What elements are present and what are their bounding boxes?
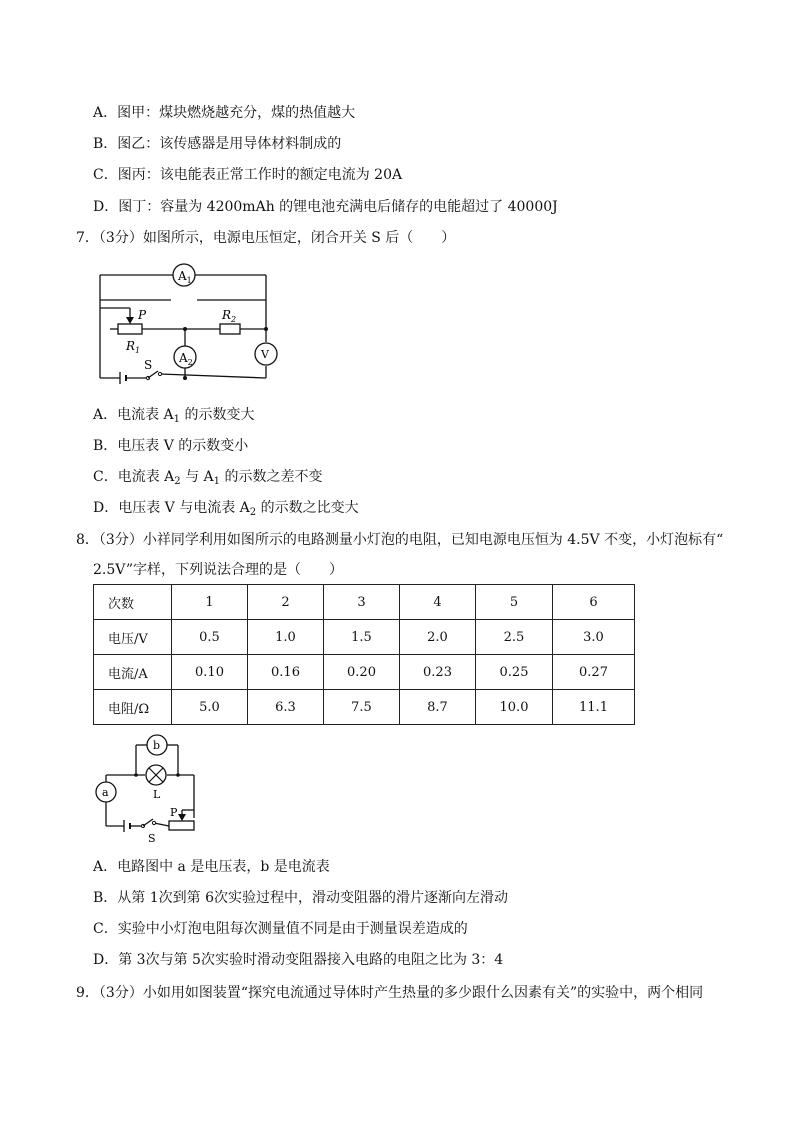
q8-option-c: C．实验中小灯泡电阻每次测量值不同是由于测量误差造成的 [93, 921, 468, 937]
table-row [94, 585, 635, 620]
svg-text:S: S [144, 358, 153, 372]
table-cell: 5 [476, 585, 553, 620]
q6-option-d: D．图丁：容量为 4200mAh 的锂电池充满电后储存的电能超过了 40000J [93, 199, 558, 215]
table-cell: 2.5 [476, 620, 553, 655]
q6-option-c: C．图丙：该电能表正常工作时的额定电流为 20A [93, 167, 403, 183]
svg-text:A1: $A_1$ [178, 269, 192, 285]
table-cell: 11.1 [553, 690, 635, 725]
q7-option-a: A．电流表 $A_1$ 的示数变大 [93, 407, 255, 425]
q7-slider-p-arrow [126, 317, 134, 324]
q7-ammeter-a2 [174, 346, 196, 368]
svg-text:a: a [102, 786, 109, 799]
table-cell: 6.3 [248, 690, 324, 725]
table-cell: 0.25 [476, 655, 553, 690]
table-cell: 1 [172, 585, 248, 620]
table-row [94, 690, 635, 725]
svg-text:V: V [261, 348, 269, 361]
table-cell: 0.10 [172, 655, 248, 690]
table-cell: 1.5 [324, 620, 400, 655]
q7-rheostat-r1 [118, 324, 142, 334]
q7-voltmeter-v [255, 343, 277, 365]
table-cell: 2 [248, 585, 324, 620]
q8-option-a: A．电路图中 a 是电压表，b 是电流表 [93, 859, 330, 875]
q8-switch-s [141, 819, 155, 845]
svg-text:S: S [148, 832, 156, 845]
q7-stem: 7．（3分）如图所示，电源电压恒定，闭合开关 S 后（ ） [76, 230, 456, 246]
q8-stem-line1: 8．（3分）小祥同学利用如图所示的电路测量小灯泡的电阻，已知电源电压恒为 4.5V 不变，小灯泡标有“ [76, 532, 724, 548]
q7-label-r2: $R_2$ [222, 308, 237, 324]
table-cell: 次数 [94, 585, 172, 620]
q7-option-c: C．电流表 $A_2$ 与 $A_1$ 的示数之差不变 [93, 469, 323, 487]
table-cell: 0.27 [553, 655, 635, 690]
table-cell: 0.5 [172, 620, 248, 655]
q6-option-b: B．图乙：该传感器是用导体材料制成的 [93, 136, 342, 152]
q7-battery [120, 372, 126, 384]
table-row [94, 655, 635, 690]
table-cell: 3.0 [553, 620, 635, 655]
table-cell: 5.0 [172, 690, 248, 725]
table-cell: 2.0 [400, 620, 476, 655]
table-cell: 1.0 [248, 620, 324, 655]
table-cell: 0.20 [324, 655, 400, 690]
table-cell: 7.5 [324, 690, 400, 725]
q8-battery [124, 820, 130, 832]
q8-circuit-diagram [90, 730, 230, 845]
q7-switch-s [144, 358, 162, 380]
q8-option-d: D．第 3次与第 5次实验时滑动变阻器接入电路的电阻之比为 3：4 [93, 952, 504, 968]
table-cell: 0.23 [400, 655, 476, 690]
table-cell: 电压/V [94, 620, 172, 655]
q7-ammeter-a1 [100, 264, 266, 300]
svg-text:L: L [153, 788, 161, 801]
q7-label-r1: $R_1$ [126, 339, 141, 355]
q8-rheostat [169, 806, 194, 830]
q8-option-b: B．从第 1次到第 6次实验过程中，滑动变阻器的滑片逐渐向左滑动 [93, 890, 509, 906]
q8-meter-a [96, 782, 116, 802]
svg-text:A2: $A_2$ [179, 351, 193, 367]
q8-lamp-l [146, 765, 166, 801]
table-cell: 6 [553, 585, 635, 620]
table-cell: 3 [324, 585, 400, 620]
q9-stem: 9．（3分）小如用如图装置“探究电流通过导体时产生热量的多少跟什么因素有关”的实验中，两个相同 [76, 985, 704, 1001]
table-cell: 电流/A [94, 655, 172, 690]
table-row [94, 620, 635, 655]
table-cell: 10.0 [476, 690, 553, 725]
q7-label-p: P [138, 308, 147, 322]
q7-circuit-diagram [90, 258, 290, 388]
q8-meter-b [147, 735, 167, 755]
svg-text:b: b [153, 739, 161, 752]
svg-text:P: P [170, 806, 178, 819]
table-cell: 8.7 [400, 690, 476, 725]
table-cell: 0.16 [248, 655, 324, 690]
q7-option-b: B．电压表 V 的示数变小 [93, 438, 249, 454]
q7-option-d: D．电压表 V 与电流表 $A_2$ 的示数之比变大 [93, 500, 359, 518]
table-cell: 4 [400, 585, 476, 620]
q8-data-table [93, 584, 635, 725]
q7-resistor-r2 [220, 324, 240, 334]
table-cell: 电阻/Ω [94, 690, 172, 725]
q8-stem-line2: 2.5V”字样，下列说法合理的是（ ） [93, 562, 344, 578]
q6-option-a: A．图甲：煤块燃烧越充分，煤的热值越大 [93, 105, 356, 121]
